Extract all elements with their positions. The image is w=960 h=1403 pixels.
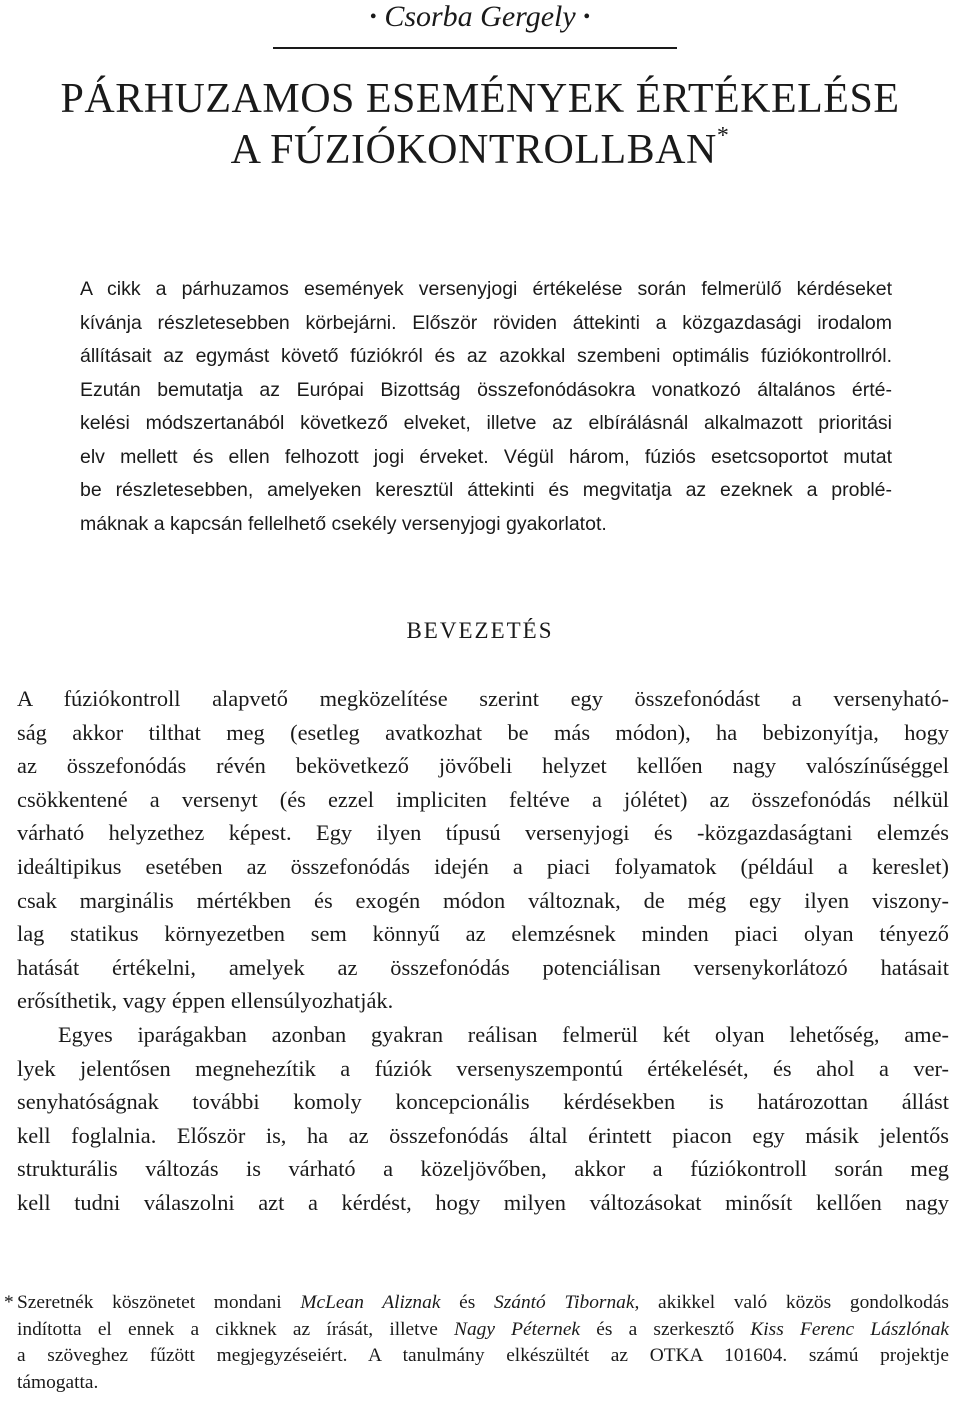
author-divider (273, 47, 677, 49)
body-text (17, 682, 949, 1220)
body-line: lyek jelentősen megnehezítik a fúziók versenyszempontú értékelését, és ahol a ver- (17, 1055, 949, 1081)
author-bullet-right: • (583, 6, 591, 28)
body-line: ság akkor tilthat meg (esetleg avatkozhat be más módon), ha bebizonyítja, hogy (17, 719, 949, 745)
footnote-line: támogatta. (17, 1371, 99, 1393)
body-line: ideáltipikus esetében az összefonódás idején a piaci folyamatok (például a kereslet) (17, 853, 949, 879)
abstract-line: be részletesebben, amelyeken keresztül áttekinti és megvitatja az ezeknek a problé- (80, 479, 892, 501)
body-line: az összefonódás révén bekövetkező jövőbeli helyzet kellően nagy valószínűséggel (17, 753, 949, 779)
author-name (0, 0, 960, 34)
title-line-1: PÁRHUZAMOS ESEMÉNYEK ÉRTÉKELÉSE (60, 76, 900, 122)
author-text: Csorba Gergely (384, 0, 576, 33)
body-line: kell tudni válaszolni azt a kérdést, hogy milyen változásokat minősít kellően nagy (17, 1189, 949, 1215)
footnote-text: indította el ennek a cikknek az írását, illetve (17, 1318, 455, 1340)
body-line: Egyes iparágakban azonban gyakran reálisan felmerül két olyan lehetőség, ame- (58, 1021, 949, 1047)
body-line: csökkentené a versenyt (és ezzel impliciten feltéve a jólétet) az összefonódás nélkül (17, 786, 949, 812)
abstract-line: A cikk a párhuzamos események versenyjogi értékelése során felmerülő kérdéseket (80, 278, 892, 300)
article-title (0, 74, 960, 176)
body-line: senyhatóságnak további komoly koncepcionális kérdésekben is határozottan állást (17, 1089, 949, 1115)
abstract-line: Ezután bemutatja az Európai Bizottság összefonódásokra vonatkozó általános érté- (80, 378, 892, 401)
body-line: lag statikus környezetben sem könnyű az elemzésnek minden piaci olyan tényező (17, 921, 949, 947)
body-line: A fúziókontroll alapvető megközelítése szerint egy összefonódást a versenyható- (17, 686, 949, 711)
section-heading: BEVEZETÉS (406, 618, 554, 643)
footnote-text: és (440, 1292, 495, 1313)
abstract-line: kelési módszertanából következő elveket, illetve az elbírálásnál alkalmazott prioritási (80, 412, 892, 434)
abstract (80, 273, 892, 541)
footnote-marker: * (4, 1292, 14, 1313)
footnote-line: a szöveghez fűzött megjegyzéseiért. A tanulmány elkészültét az OTKA 101604. számú projektje (17, 1345, 949, 1366)
footnote-text: , akikkel való közös gondolkodás (634, 1292, 949, 1313)
footnote-text: és a szerkesztő (580, 1318, 751, 1340)
footnote-name: McLean Aliznak (300, 1292, 441, 1313)
body-line: várható helyzethez képest. Egy ilyen típusú versenyjogi és -közgazdaságtani elemzés (17, 820, 949, 846)
body-line: hatását értékelni, amelyek az összefonódás potenciálisan versenykorlátozó hatásait (17, 954, 949, 980)
body-line: kell foglalnia. Először is, ha az összefonódás által érintett piacon egy másik jelentős (17, 1122, 949, 1148)
footnote-text: Szeretnék köszönetet mondani (17, 1292, 301, 1313)
footnote-name: Szántó Tibornak (494, 1292, 635, 1313)
footnote-line (17, 1317, 949, 1344)
author-bullet-left: • (369, 6, 377, 28)
body-line: erősíthetik, vagy éppen ellensúlyozhatják. (17, 988, 394, 1014)
title-line-2: A FÚZIÓKONTROLLBAN (230, 127, 717, 173)
body-line: csak marginális mértékben és exogén módon változnak, de még egy ilyen viszony- (17, 887, 949, 913)
abstract-line: kívánja részletesebben körbejárni. Először röviden áttekinti a közgazdasági irodalom (80, 311, 892, 334)
abstract-line: elv mellett és ellen felhozott jogi érveket. Végül három, fúziós esetcsoportot mutat (80, 445, 892, 468)
abstract-line: állításait az egymást követő fúziókról és az azokkal szembeni optimális fúziókontrollról. (80, 345, 892, 367)
footnote (4, 1290, 950, 1396)
footnote-name: Nagy Péternek (454, 1318, 581, 1340)
body-line: strukturális változás is várható a közeljövőben, akkor a fúziókontroll során meg (17, 1156, 949, 1182)
footnote-line (17, 1290, 949, 1317)
footnote-name: Kiss Ferenc Lászlónak (750, 1318, 950, 1340)
title-footnote-marker: * (716, 123, 730, 149)
abstract-line: máknak a kapcsán fellelhető csekély versenyjogi gyakorlatot. (80, 512, 607, 535)
